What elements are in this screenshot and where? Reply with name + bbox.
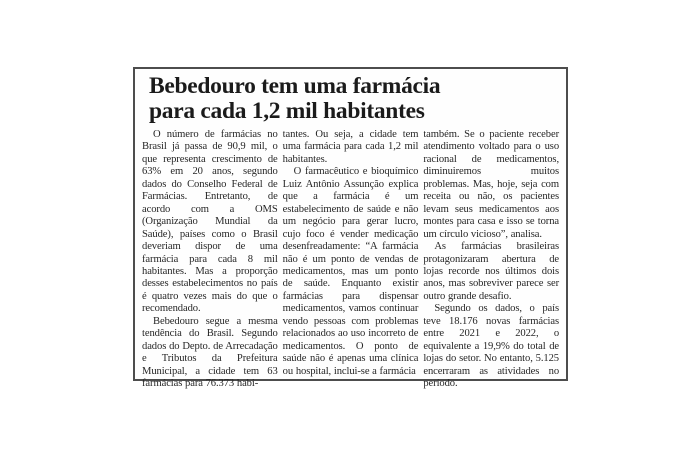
article-column-2 [283, 129, 419, 391]
article-paragraph: O número de farmácias no Brasil já passa de 90,9 mil, o que representa crescimento de 63% em 20 anos, segundo dados do Conselho Federal de Farmácias. Entretanto, de acordo com a OMS (Organização Mundial da Saúde), países como o Brasil deveriam dispor de uma farmácia para cada 8 mil habitantes. Mas a proporção desses estabelecimentos no país é quatro vezes mais do que o recomendado. [142, 129, 278, 315]
article-paragraph: As farmácias brasileiras protagonizaram abertura de lojas recorde nos últimos dois anos, mas sobreviver parece ser outro grande desafio. [423, 241, 560, 302]
article-paragraph: também. Se o paciente receber atendimento voltado para o uso racional de medicamentos, diminuiremos muitos problemas. Mas, hoje, seja com receita ou não, os pacientes levam seus medicamentos aos montes para casa e isso se torna um círculo vicioso”, analisa. [423, 129, 560, 240]
newspaper-clipping [133, 67, 568, 390]
article-paragraph: tantes. Ou seja, a cidade tem uma farmácia para cada 1,2 mil habitantes. [282, 129, 419, 165]
article-headline [142, 74, 559, 124]
article-paragraph: Segundo os dados, o país teve 18.176 novas farmácias entre 2021 e 2022, o equivalente a 19,9% do total de lojas do setor. No entanto, 5.125 encerraram as atividades no período. [423, 303, 560, 390]
article-paragraph: O farmacêutico e bioquímico Luiz Antônio Assunção explica que a farmácia é um estabelecimento de saúde e não um negócio para gerar lucro, cujo foco é vender medicação desenfreadamente: “A farmácia não é um ponto de vendas de medicamentos, mas um ponto de saúde. Enquanto existir farmácias para dispensar medicamentos, vamos continuar vendo pessoas com problemas relacionados ao uso incorreto de medicamentos. O ponto de saúde não é apenas uma clínica ou hospital, inclui-se a farmácia [282, 166, 419, 377]
article-column-3 [423, 129, 559, 391]
article-paragraph: Bebedouro segue a mesma tendência do Brasil. Segundo dados do Depto. de Arrecadação e Tributos da Prefeitura Municipal, a cidade tem 63 farmácias para 76.373 habi- [142, 315, 278, 390]
headline-line-1: Bebedouro tem uma farmácia [149, 73, 441, 99]
headline-line-2: para cada 1,2 mil habitantes [149, 98, 425, 124]
article-columns [142, 129, 559, 391]
article-column-1 [142, 129, 278, 391]
